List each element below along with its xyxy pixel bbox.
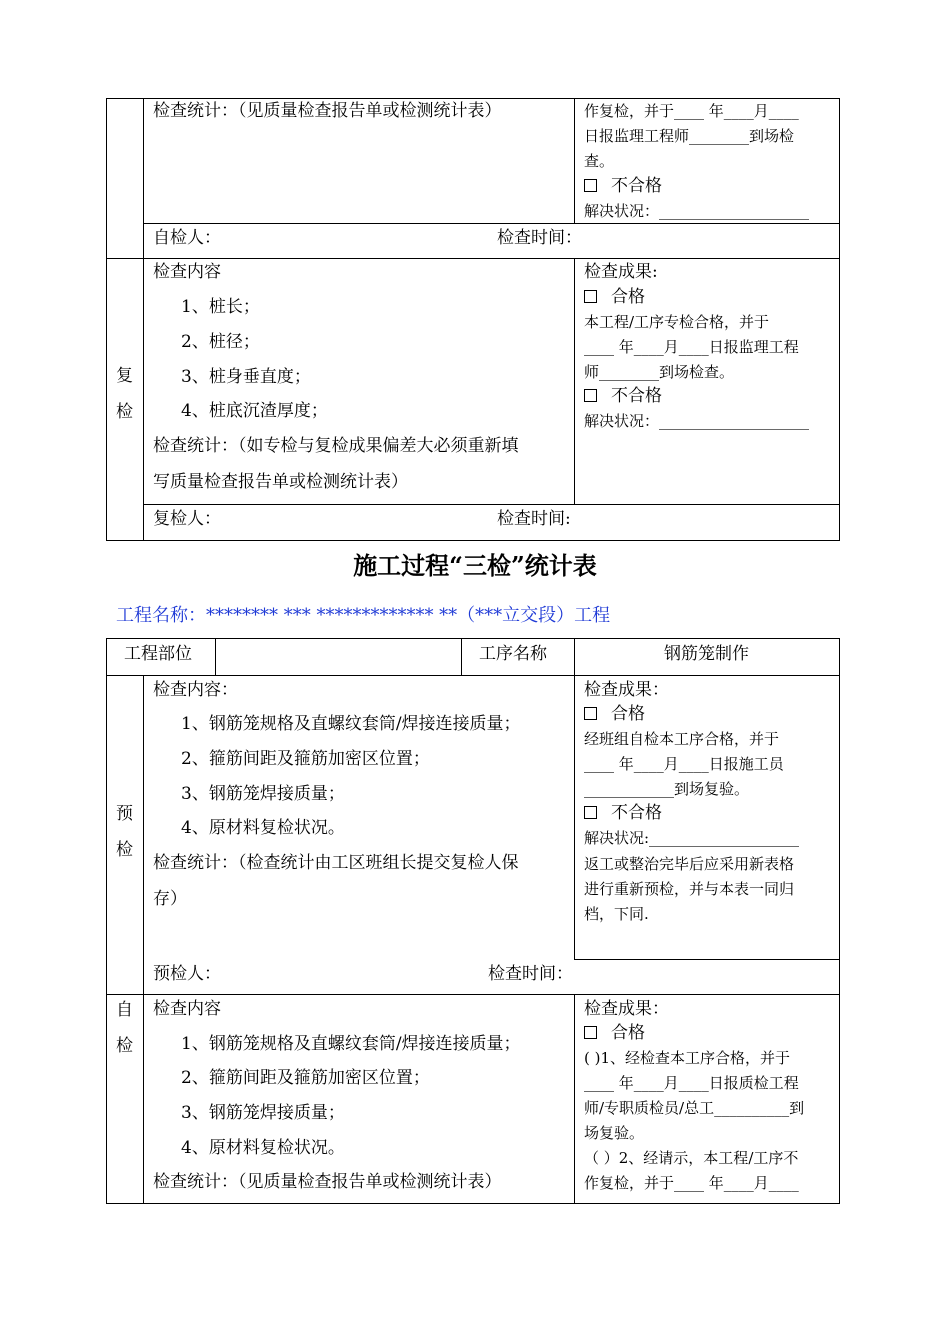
precheck-pass-line-2: ____ 年____月____日报施工员 bbox=[584, 755, 784, 773]
top-fail-label: 不合格 bbox=[611, 176, 662, 196]
process-label: 工序名称 bbox=[479, 644, 547, 664]
selfcheck-pass-option bbox=[584, 1023, 645, 1043]
recheck-result-title: 检查成果: bbox=[584, 262, 658, 282]
recheck-pass-line-1: 本工程/工序专检合格，并于 bbox=[584, 313, 770, 331]
recheck-side-label-1: 复 bbox=[116, 366, 133, 386]
selfcheck-result-title: 检查成果： bbox=[584, 999, 669, 1019]
precheck-side-label-2: 检 bbox=[116, 840, 133, 860]
top-right-line-2: 日报监理工程师________到场检 bbox=[584, 127, 795, 145]
top-right-line-3: 查。 bbox=[584, 152, 615, 170]
recheck-item-3: 3、桩身垂直度； bbox=[181, 367, 311, 387]
recheck-item-4: 4、桩底沉渣厚度； bbox=[181, 401, 328, 421]
precheck-pass-line-1: 经班组自检本工序合格，并于 bbox=[584, 730, 780, 748]
selfcheck-item-2: 2、箍筋间距及箍筋加密区位置； bbox=[181, 1068, 430, 1088]
precheck-item-4: 4、原材料复检状况。 bbox=[181, 818, 345, 838]
recheck-stats-line-2: 写质量检查报告单或检测统计表） bbox=[153, 472, 408, 492]
recheck-pass-line-2: ____ 年____月____日报监理工程 bbox=[584, 338, 799, 356]
precheck-fail-option bbox=[584, 803, 662, 823]
recheck-fail-option bbox=[584, 386, 662, 406]
top-resolve: 解决状况：____________________ bbox=[584, 202, 810, 220]
selfcheck-item-1: 1、钢筋笼规格及直螺纹套筒/焊接连接质量； bbox=[181, 1034, 521, 1054]
selfcheck-side-label-2: 检 bbox=[116, 1036, 133, 1056]
recheck-item-1: 1、桩长； bbox=[181, 297, 260, 317]
selfcheck-content-title: 检查内容 bbox=[153, 999, 221, 1019]
precheck-resolve: 解决状况:____________________ bbox=[584, 829, 800, 847]
recheck-resolve: 解决状况：____________________ bbox=[584, 412, 810, 430]
selfcheck-pass-line-2: ____ 年____月____日报质检工程 bbox=[584, 1074, 799, 1092]
selfcheck-item-4: 4、原材料复检状况。 bbox=[181, 1138, 345, 1158]
precheck-result-title: 检查成果： bbox=[584, 680, 669, 700]
precheck-time-label: 检查时间： bbox=[488, 964, 573, 984]
self-inspector-label: 自检人： bbox=[153, 228, 221, 248]
checkbox-icon bbox=[584, 1026, 597, 1039]
selfcheck-pass-line-1: ( )1、经检查本工序合格，并于 bbox=[584, 1049, 791, 1067]
precheck-note-3: 档，下同. bbox=[584, 905, 649, 923]
precheck-note-2: 进行重新预检，并与本表一同归 bbox=[584, 880, 795, 898]
precheck-item-3: 3、钢筋笼焊接质量； bbox=[181, 784, 345, 804]
checkbox-icon bbox=[584, 389, 597, 402]
checkbox-icon bbox=[584, 290, 597, 303]
precheck-fail-label: 不合格 bbox=[611, 803, 662, 823]
recheck-time-label: 检查时间: bbox=[497, 509, 571, 529]
precheck-stats-line-2: 存） bbox=[153, 889, 187, 909]
precheck-pass-option bbox=[584, 704, 645, 724]
recheck-fail-label: 不合格 bbox=[611, 386, 662, 406]
selfcheck-side-label-1: 自 bbox=[116, 1000, 133, 1020]
precheck-content-title: 检查内容： bbox=[153, 680, 238, 700]
precheck-stats-line-1: 检查统计：（检查统计由工区班组长提交复检人保 bbox=[153, 853, 519, 873]
precheck-side-label-1: 预 bbox=[116, 804, 133, 824]
precheck-inspector-label: 预检人： bbox=[153, 964, 221, 984]
recheck-pass-line-3: 师________到场检查。 bbox=[584, 363, 735, 381]
recheck-pass-label: 合格 bbox=[611, 287, 645, 307]
checkbox-icon bbox=[584, 179, 597, 192]
recheck-stats-line-1: 检查统计：（如专检与复检成果偏差大必须重新填 bbox=[153, 436, 519, 456]
recheck-pass-option bbox=[584, 287, 645, 307]
part-label: 工程部位 bbox=[124, 644, 192, 664]
precheck-item-2: 2、箍筋间距及箍筋加密区位置； bbox=[181, 749, 430, 769]
precheck-note-1: 返工或整治完毕后应采用新表格 bbox=[584, 855, 795, 873]
selfcheck-pass-line-6: 作复检，并于____ 年____月____ bbox=[584, 1174, 799, 1192]
page-title: 施工过程“三检”统计表 bbox=[353, 551, 597, 580]
recheck-content-title: 检查内容 bbox=[153, 262, 221, 282]
project-name-line: 工程名称：******** *** ************* **（***立交段）工程 bbox=[116, 605, 611, 626]
top-right-line-1: 作复检，并于____ 年____月____ bbox=[584, 102, 799, 120]
top-fail-option bbox=[584, 176, 662, 196]
precheck-pass-line-3: ____________到场复验。 bbox=[584, 780, 750, 798]
checkbox-icon bbox=[584, 707, 597, 720]
selfcheck-pass-line-4: 场复验。 bbox=[584, 1124, 645, 1142]
selfcheck-stats-line: 检查统计：（见质量检查报告单或检测统计表） bbox=[153, 1172, 502, 1192]
recheck-inspector-label: 复检人： bbox=[153, 509, 221, 529]
top-time-label: 检查时间： bbox=[497, 228, 582, 248]
precheck-pass-label: 合格 bbox=[611, 704, 645, 724]
recheck-side-label-2: 检 bbox=[116, 402, 133, 422]
selfcheck-pass-line-3: 师/专职质检员/总工__________到 bbox=[584, 1099, 805, 1117]
checkbox-icon bbox=[584, 806, 597, 819]
process-value: 钢筋笼制作 bbox=[664, 644, 749, 664]
precheck-item-1: 1、钢筋笼规格及直螺纹套筒/焊接连接质量； bbox=[181, 714, 521, 734]
top-stats-line: 检查统计：（见质量检查报告单或检测统计表） bbox=[153, 101, 502, 121]
selfcheck-pass-line-5: （ ）2、经请示，本工程/工序不 bbox=[584, 1149, 799, 1167]
recheck-item-2: 2、桩径； bbox=[181, 332, 260, 352]
selfcheck-pass-label: 合格 bbox=[611, 1023, 645, 1043]
selfcheck-item-3: 3、钢筋笼焊接质量； bbox=[181, 1103, 345, 1123]
